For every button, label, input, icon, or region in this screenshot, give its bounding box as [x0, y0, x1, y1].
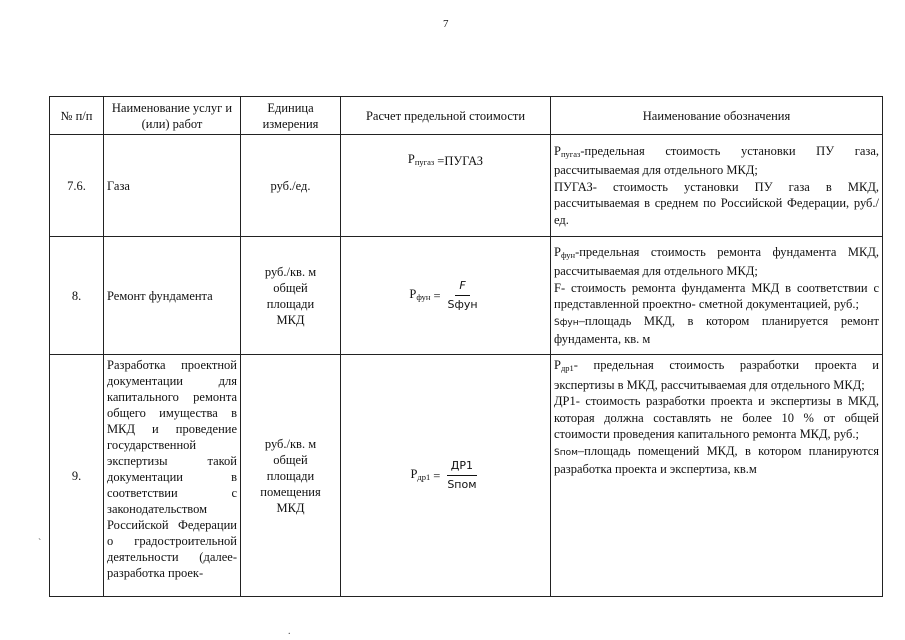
- desc-line: $P_{др1}-$ предельная стоимость разработки проекта и экспертизы в МКД, рассчитываемая для отдельного МКД;: [554, 358, 879, 392]
- formula-symbol: P: [410, 467, 418, 481]
- table-row: [50, 135, 883, 237]
- row-unit: руб./ед.: [241, 135, 341, 237]
- desc-line: Sфун–площадь МКД, в котором планируется ремонт фундамента, кв. м: [554, 313, 879, 346]
- formula-numerator: F: [455, 278, 469, 296]
- row-num: 8.: [50, 237, 104, 355]
- cost-table: [49, 96, 883, 597]
- formula-numerator: ДР1: [447, 458, 477, 476]
- header-calculation: Расчет предельной стоимости: [341, 97, 551, 135]
- table-row: [50, 237, 883, 355]
- header-service: Наименование услуг и (или) работ: [104, 97, 241, 135]
- row-formula: [341, 135, 551, 237]
- row-formula: [341, 237, 551, 355]
- formula-fraction: [443, 458, 480, 493]
- row-service: Ремонт фундамента: [104, 237, 241, 355]
- desc-line: ДР1- стоимость разработки проекта и экспертизы в МКД, которая должна составлять не более 10 % от общей стоимости проведения капитального ремонта МКД, руб.;: [554, 394, 879, 441]
- row-unit: руб./кв. м общей площади помещения МКД: [241, 355, 341, 597]
- row-unit: руб./кв. м общей площади МКД: [241, 237, 341, 355]
- row-service: Разработка проектной документации для капитального ремонта общего имущества в МКД и проведение государственной экспертизы такой документации в соответствии с законодательством Российской Федерации о градостроительной деятельности (далее-разработка проек-: [104, 355, 241, 597]
- header-unit: Единица измерения: [241, 97, 341, 135]
- header-num: № п/п: [50, 97, 104, 135]
- table-header-row: [50, 97, 883, 135]
- scan-mark: `: [38, 538, 42, 549]
- page-number: 7: [443, 18, 449, 30]
- formula-fraction: [444, 278, 482, 313]
- row-designation: [551, 237, 883, 355]
- scan-mark: .: [288, 626, 291, 637]
- row-num: 9.: [50, 355, 104, 597]
- desc-line: $P_{пугаз}$-предельная стоимость установки ПУ газа, рассчитываемая для отдельного МКД;: [554, 143, 879, 178]
- formula-subscript: фун: [416, 292, 431, 302]
- row-designation: [551, 355, 883, 597]
- desc-line: Sпом–площадь помещений МКД, в котором планируются разработка проекта и экспертиза, кв.м: [554, 443, 879, 476]
- formula-denominator: Sпом: [447, 478, 477, 491]
- row-service: Газа: [104, 135, 241, 237]
- table-row: [50, 355, 883, 597]
- header-designation: Наименование обозначения: [551, 97, 883, 135]
- formula-denominator: Sфун: [447, 298, 478, 311]
- desc-line: F- стоимость ремонта фундамента МКД в соответствии с представленной проектно- сметной документацией, руб.;: [554, 280, 879, 311]
- formula: $P_{фун}$ = $\frac{F}{\text{Sфун}}$: [409, 278, 481, 313]
- formula-symbol: P: [409, 287, 417, 301]
- formula: $P_{др1}$ = $\frac{ДР1}{\text{Sпом}}$: [410, 458, 480, 493]
- formula: [408, 151, 483, 170]
- row-formula: [341, 355, 551, 597]
- formula-subscript: пугаз: [414, 157, 435, 167]
- formula-symbol: P: [407, 152, 415, 166]
- formula-subscript: др1: [417, 472, 431, 482]
- row-num: 7.6.: [50, 135, 104, 237]
- row-designation: [551, 135, 883, 237]
- desc-line: $P_{фун}$-предельная стоимость ремонта фундамента МКД, рассчитываемая для отдельного МКД;: [554, 244, 879, 278]
- formula-rhs: =ПУГАЗ: [437, 153, 484, 168]
- desc-line: ПУГАЗ- стоимость установки ПУ газа в МКД, рассчитываемая в среднем по Российской Федерации, руб./ед.: [554, 179, 879, 227]
